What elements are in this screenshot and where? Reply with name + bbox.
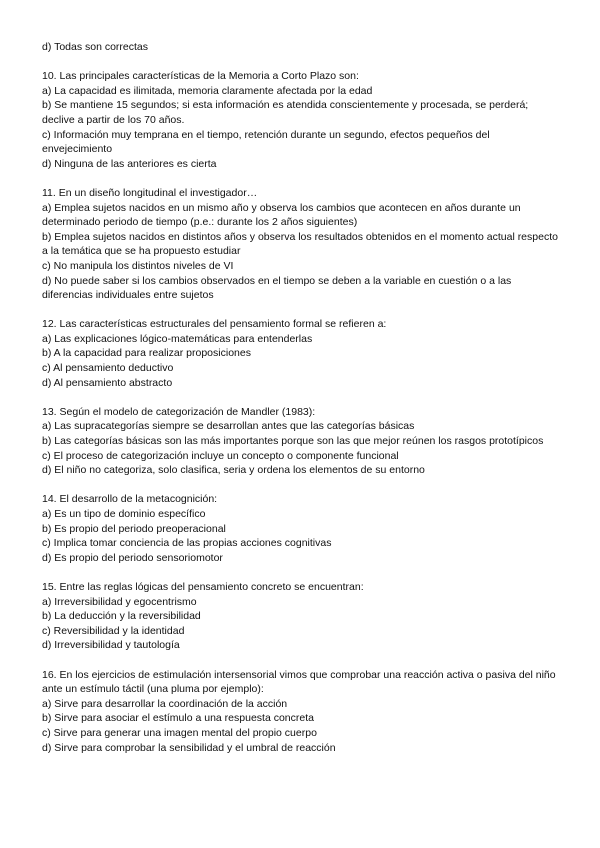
question-title: 10. Las principales características de la Memoria a Corto Plazo son: [42,70,359,83]
question-16 [42,668,560,756]
option-a: a) La capacidad es ilimitada, memoria claramente afectada por la edad [42,84,373,97]
question-title: 13. Según el modelo de categorización de Mandler (1983): [42,405,316,418]
question-15 [42,580,560,653]
question-14 [42,492,560,565]
question-10 [42,69,560,171]
option-b: b) Emplea sujetos nacidos en distintos años y observa los resultados obtenidos en el momento actual respecto a la temática que se ha propuesto estudiar [42,230,558,258]
option-b: b) Las categorías básicas son las más importantes porque son las que mejor reúnen los rasgos prototípicos [42,435,544,448]
question-title: 12. Las características estructurales del pensamiento formal se refieren a: [42,318,387,331]
option-a: a) Es un tipo de dominio específico [42,508,206,520]
option-a: a) Las explicaciones lógico-matemáticas para entenderlas [42,332,313,345]
option-c: c) Reversibilidad y la identidad [42,624,185,637]
question-title: 11. En un diseño longitudinal el investigador… [42,186,258,199]
option-d: d) Es propio del periodo sensoriomotor [42,551,223,564]
option-a: a) Sirve para desarrollar la coordinación de la acción [42,697,288,710]
option-c: c) Al pensamiento deductivo [42,362,174,375]
option-d: d) El niño no categoriza, solo clasifica, seria y ordena los elementos de su entorno [42,464,425,477]
option-d: d) Irreversibilidad y tautología [42,639,180,652]
option-c: c) No manipula los distintos niveles de VI [42,259,234,272]
option-a: a) Emplea sujetos nacidos en un mismo año y observa los cambios que acontecen en años durante un determinado periodo de tiempo (p.e.: durante los 2 años siguientes) [42,201,521,229]
option-b: b) Es propio del periodo preoperacional [42,522,226,535]
option-9d: d) Todas son correctas [42,41,149,53]
option-d: d) No puede saber si los cambios observados en el tiempo se deben a la variable en cuestión o a las diferencias individuales entre sujetos [42,274,512,302]
question-13 [42,405,560,478]
option-c: c) El proceso de categorización incluye un concepto o componente funcional [42,449,399,462]
question-title: 15. Entre las reglas lógicas del pensamiento concreto se encuentran: [42,580,364,593]
option-c: c) Información muy temprana en el tiempo, retención durante un segundo, efectos pequeños del envejecimiento [42,128,490,156]
option-d: d) Ninguna de las anteriores es cierta [42,157,217,170]
option-a: a) Las supracategorías siempre se desarrollan antes que las categorías básicas [42,420,415,433]
question-title: 16. En los ejercicios de estimulación intersensorial vimos que comprobar una reacción activa o pasiva del niño ante un estímulo táctil (una pluma por ejemplo): [42,668,556,696]
option-b: b) A la capacidad para realizar proposiciones [42,347,251,360]
question-title: 14. El desarrollo de la metacognición: [42,493,218,506]
option-a: a) Irreversibilidad y egocentrismo [42,595,197,608]
question-11 [42,186,560,303]
option-b: b) Sirve para asociar el estímulo a una respuesta concreta [42,712,314,725]
question-9-tail [42,40,560,55]
option-d: d) Al pensamiento abstracto [42,376,173,389]
option-d: d) Sirve para comprobar la sensibilidad y el umbral de reacción [42,741,336,754]
option-b: b) La deducción y la reversibilidad [42,610,201,623]
option-c: c) Sirve para generar una imagen mental del propio cuerpo [42,726,317,739]
question-12 [42,317,560,390]
option-c: c) Implica tomar conciencia de las propias acciones cognitivas [42,537,332,550]
option-b: b) Se mantiene 15 segundos; si esta información es atendida conscientemente y procesada, se perderá; declive a partir de los 70 años. [42,99,529,126]
